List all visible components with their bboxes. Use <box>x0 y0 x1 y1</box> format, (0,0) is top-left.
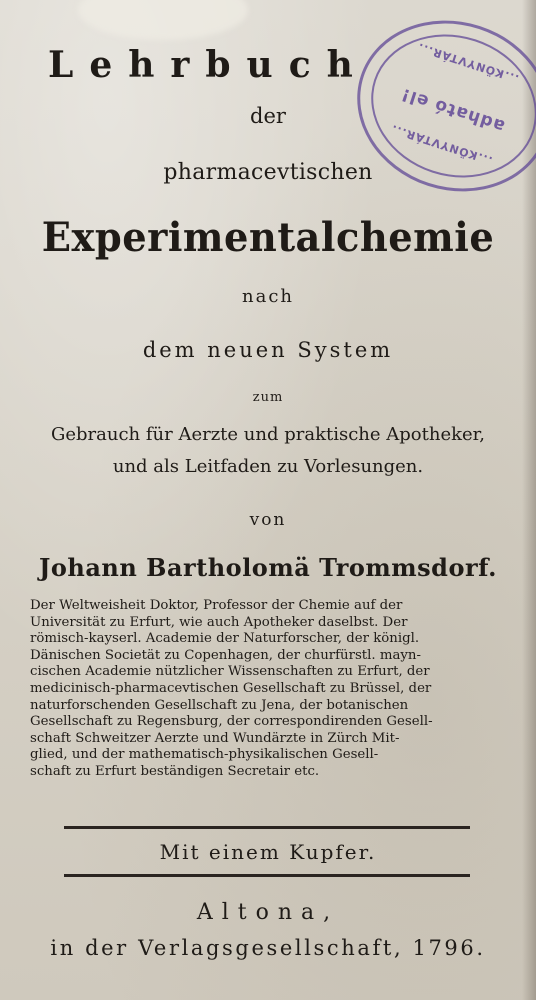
credentials-line: glied, und der mathematisch-physikalischen Gesell- <box>30 747 379 763</box>
title-dem-neuen-system: dem neuen System <box>142 338 394 362</box>
credentials-line: Der Weltweisheit Doktor, Professor der Chemie auf der <box>30 598 403 613</box>
credentials-line: Dänischen Societät zu Copenhagen, der churfürstl. mayn- <box>30 647 421 663</box>
credentials-line: schaft zu Erfurt beständigen Secretair etc. <box>30 763 320 779</box>
title-experimentalchemie: Experimentalchemie <box>41 214 495 261</box>
plate-note: Mit einem Kupfer. <box>159 840 377 864</box>
divider-rule-bottom <box>64 874 470 877</box>
author-name: Johann Bartholomä Trommsdorf. <box>39 553 497 582</box>
credentials-line: Universität zu Erfurt, wie auch Apotheker daselbst. Der <box>30 614 408 630</box>
stamp-text-top: ...KÖNYVTÁR... <box>415 40 521 86</box>
imprint-publisher-year: in der Verlagsgesellschaft, 1796. <box>50 936 486 960</box>
title-zum: zum <box>252 390 284 405</box>
title-der: der <box>250 104 286 128</box>
title-pharmacevtischen: pharmacevtischen <box>163 160 373 185</box>
credentials-line: medicinisch-pharmacevtischen Gesellschaft zu Brüssel, der <box>30 680 432 696</box>
credentials-line: römisch-kayserl. Academie der Naturforscher, der königl. <box>30 631 420 647</box>
author-credentials <box>30 598 514 781</box>
stamp-text-bottom: ...KÖNYVTÁR... <box>389 121 494 168</box>
credentials-line: schaft Schweitzer Aerzte und Wundärzte in Zürch Mit- <box>30 730 400 746</box>
stamp-text-middle: adható el! <box>398 83 508 137</box>
title-nach: nach <box>242 286 294 307</box>
credentials-line: cischen Academie nützlicher Wissenschaften zu Erfurt, der <box>30 664 430 680</box>
credentials-line: Gesellschaft zu Regensburg, der correspondirenden Gesell- <box>30 714 433 730</box>
divider-rule-top <box>64 826 470 829</box>
title-lehrbuch: Lehrbuch <box>48 44 369 86</box>
title-gebrauch: Gebrauch für Aerzte und praktische Apotheker, <box>50 424 486 445</box>
credentials-line: naturforschenden Gesellschaft zu Jena, der botanischen <box>30 697 409 713</box>
paper-stain <box>78 0 248 40</box>
title-von: von <box>249 510 287 530</box>
title-leitfaden: und als Leitfaden zu Vorlesungen. <box>112 456 424 477</box>
imprint-place: Altona, <box>196 900 340 925</box>
